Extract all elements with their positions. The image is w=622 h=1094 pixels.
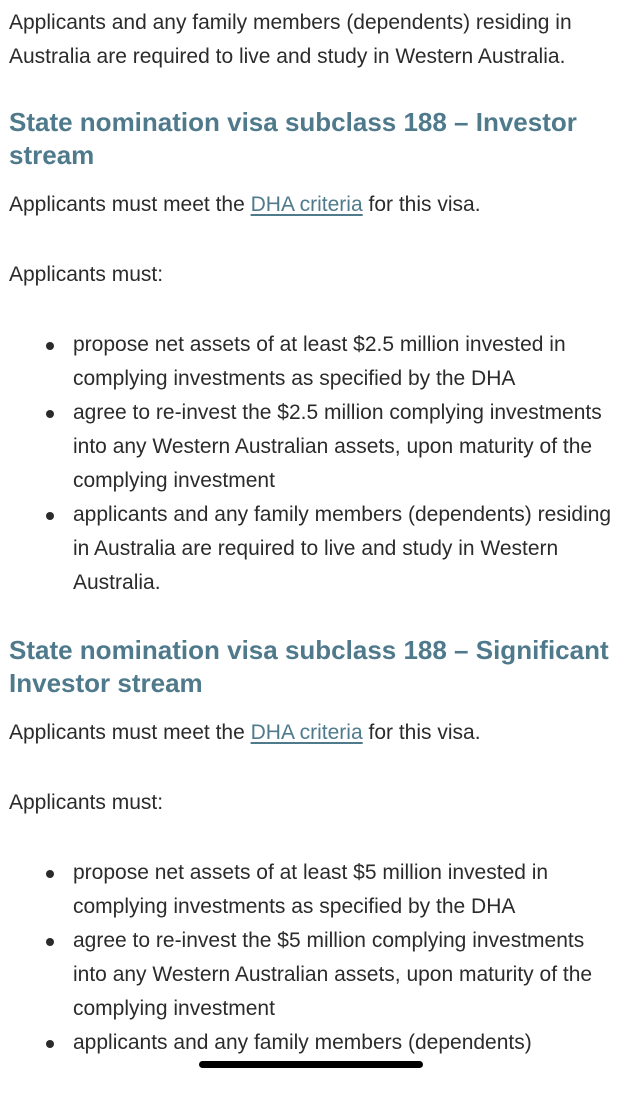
bullet-icon xyxy=(46,342,54,350)
requirements-list xyxy=(9,328,614,600)
list-item-text: propose net assets of at least $5 million invested in complying investments as specified by the DHA xyxy=(73,861,549,918)
dha-criteria-link[interactable]: DHA criteria xyxy=(250,193,363,216)
section-heading: State nomination visa subclass 188 – Significant Investor stream xyxy=(9,635,609,698)
bullet-icon xyxy=(46,512,54,520)
criteria-prefix: Applicants must meet the xyxy=(9,721,251,744)
list-item xyxy=(9,498,614,600)
intro-paragraph: Applicants and any family members (dependents) residing in Australia are required to live and study in Western Australia. xyxy=(9,11,572,68)
applicants-must-label: Applicants must: xyxy=(9,263,164,286)
list-item xyxy=(9,856,614,924)
section-investor-stream xyxy=(9,106,614,600)
section-significant-investor-stream xyxy=(9,634,614,1060)
bullet-icon xyxy=(46,410,54,418)
list-item-text: propose net assets of at least $2.5 million invested in complying investments as specified by the DHA xyxy=(73,333,566,390)
bullet-icon xyxy=(46,870,54,878)
criteria-suffix: for this visa. xyxy=(362,721,481,744)
criteria-prefix: Applicants must meet the xyxy=(9,193,251,216)
list-item xyxy=(9,396,614,498)
criteria-paragraph xyxy=(9,188,614,222)
applicants-must-label: Applicants must: xyxy=(9,791,164,814)
section-heading: State nomination visa subclass 188 – Investor stream xyxy=(9,107,577,170)
criteria-paragraph xyxy=(9,716,614,750)
list-item-text: agree to re-invest the $2.5 million complying investments into any Western Australian assets, upon maturity of the complying investment xyxy=(73,401,602,492)
requirements-list xyxy=(9,856,614,1060)
page-content xyxy=(9,6,614,1094)
list-item-text: applicants and any family members (dependents) xyxy=(73,1031,532,1054)
bullet-icon xyxy=(46,1040,54,1048)
list-item xyxy=(9,1026,614,1060)
list-item xyxy=(9,924,614,1026)
bullet-icon xyxy=(46,938,54,946)
criteria-suffix: for this visa. xyxy=(362,193,481,216)
list-item xyxy=(9,328,614,396)
list-item-text: applicants and any family members (dependents) residing in Australia are required to live and study in Western Australia. xyxy=(73,503,612,594)
dha-criteria-link[interactable]: DHA criteria xyxy=(250,721,363,744)
handwritten-underline-mark xyxy=(199,1061,423,1068)
list-item-text: agree to re-invest the $5 million complying investments into any Western Australian assets, upon maturity of the complying investment xyxy=(73,929,593,1020)
